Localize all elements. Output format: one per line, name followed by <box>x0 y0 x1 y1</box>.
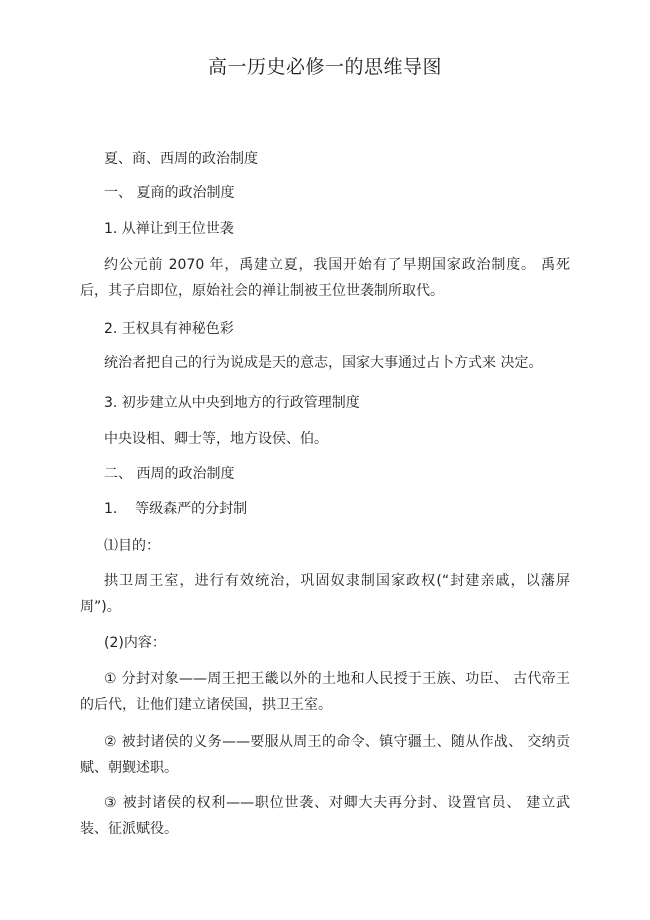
paragraph-rights: ③ 被封诸侯的权利——职位世袭、对卿大夫再分封、设置官员、 建立武装、征派赋役。 <box>80 795 570 837</box>
label-content: (2)内容： <box>104 635 166 651</box>
paragraph-divination: 统治者把自己的行为说成是天的意志，国家大事通过占卜方式来 决定。 <box>104 355 543 371</box>
subheading-chanrang: 1. 从禅让到王位世袭 <box>104 221 234 237</box>
paragraph-purpose: 拱卫周王室，进行有效统治，巩固奴隶制国家政权(“封建亲戚，以藩屏周”)。 <box>80 573 570 615</box>
paragraph-obligations: ② 被封诸侯的义务——要服从周王的命令、镇守疆土、随从作战、 交纳贡赋、朝觐述职。 <box>80 734 570 776</box>
paragraph-xia-founding: 约公元前 2070 年，禹建立夏，我国开始有了早期国家政治制度。 禹死后，其子启即位，原始社会的禅让制被王位世袭制所取代。 <box>80 257 570 299</box>
subheading-administration: 3. 初步建立从中央到地方的行政管理制度 <box>104 395 360 411</box>
document-title: 高一历史必修一的思维导图 <box>207 56 442 78</box>
paragraph-objects: ① 分封对象——周王把王畿以外的土地和人民授于王族、功臣、 古代帝王的后代，让他们建立诸侯国，拱卫王室。 <box>80 671 570 713</box>
subheading-enfeoffment: 1. 等级森严的分封制 <box>104 501 248 517</box>
section-heading-xia-shang: 一、 夏商的政治制度 <box>104 185 235 201</box>
section-heading-xia-shang-zhou: 夏、商、西周的政治制度 <box>104 151 258 167</box>
paragraph-central-local: 中央设相、卿士等，地方设侯、伯。 <box>104 431 328 447</box>
label-purpose: ⑴目的： <box>104 538 160 554</box>
subheading-divine-kingship: 2. 王权具有神秘色彩 <box>104 321 234 337</box>
section-heading-western-zhou: 二、 西周的政治制度 <box>104 466 235 482</box>
